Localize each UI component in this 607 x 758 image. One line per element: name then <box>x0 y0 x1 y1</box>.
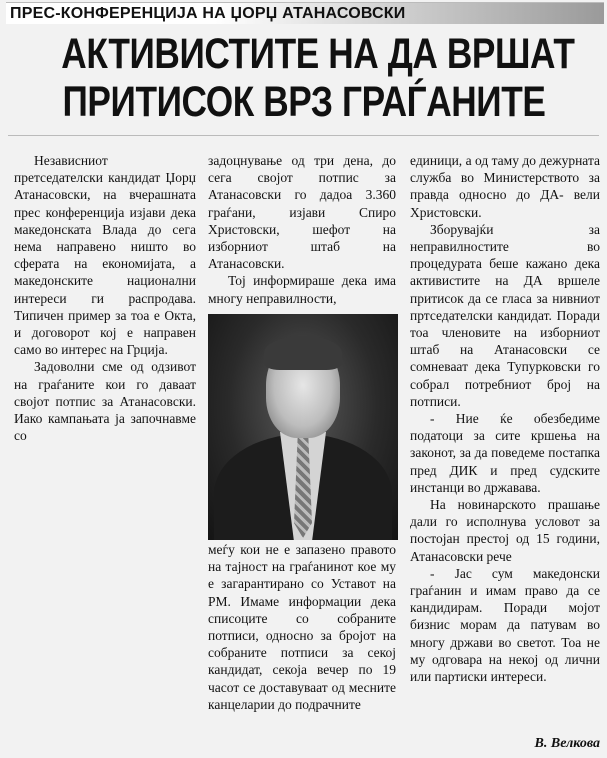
paragraph: Тој информираше дека има многу неправилности, <box>208 273 396 306</box>
paragraph: - Јас сум македонски граѓанин и имам право да се кандидирам. Поради мојот бизнис морам да патувам во многу држави во светот. Тоа не му одговара на некој од лични или партиски интереси. <box>410 565 600 685</box>
kicker-text: ПРЕС-КОНФЕРЕНЦИЈА НА ЏОРЏ АТАНАСОВСКИ <box>10 4 406 22</box>
article-column-1 <box>14 152 196 444</box>
paragraph: - Ние ќе обезбедиме податоци за сите кршења на законот, за да поведеме постапка пред ДИК и пред судските инстанци во државава. <box>410 411 600 495</box>
byline: В. Велкова <box>534 736 600 751</box>
paragraph: Зборувајќи за неправилностите во процедурата беше кажано дека активистите на ДА вршеле притисок да се гласа за нивниот пртседателски кандидат. Поради тоа членовите на изборниот штаб на Атанасовски се сомневаат дека Тупурковски го собрал потребниот број на потписи. <box>410 221 600 409</box>
article-column-2-continued <box>208 541 396 713</box>
paragraph: единици, а од таму до дежурната служба во Министерството за правда односно до ДА- вели Христовски. <box>410 153 600 220</box>
headline-line-1: АКТИВИСТИТЕ НА ДА ВРШАТ <box>61 30 575 78</box>
article-column-3 <box>410 152 600 685</box>
photo-hair <box>264 336 342 370</box>
kicker-banner <box>6 2 604 24</box>
headline <box>61 30 575 126</box>
paragraph: задоцнување од три дена, до сега својот потпис за Атанасовски го дадоа 3.360 граѓани, изјави Спиро Христовски, шефот на изборниот штаб на Атанасовски. <box>208 153 396 272</box>
article-column-2 <box>208 152 396 307</box>
paragraph: Независниот претседателски кандидат Џорџ Атанасовски, на вчерашната прес конференција изјави дека македонската Влада до сега нема направено ништо во сферата на економијата, а македонските национални интереси ги распродава. Типичен пример за тоа е Окта, и договорот кој е направен само во интерес на Грција. <box>14 153 196 358</box>
candidate-photo <box>208 314 398 540</box>
divider <box>8 135 599 136</box>
paragraph: меѓу кои не е запазено правото на тајност на граѓанинот кое му е загарантирано со Уставот на РМ. Имаме информации дека списоците со собраните потписи, односно за бројот на собраните потписи за секој кандидат, секоја вечер по 19 часот се доставуваат од месните канцеларии до подрачните <box>208 542 396 712</box>
paragraph: На новинарското прашање дали го исполнува условот за постојан престој од 15 години, Атанасовски рече <box>410 497 600 564</box>
headline-line-2: ПРИТИСОК ВРЗ ГРАЃАНИТЕ <box>62 78 546 126</box>
paragraph: Задоволни сме од одзивот на граѓаните кои го даваат својот потпис за Атанасовски. Иако кампањата ја започнавме со <box>14 359 196 444</box>
